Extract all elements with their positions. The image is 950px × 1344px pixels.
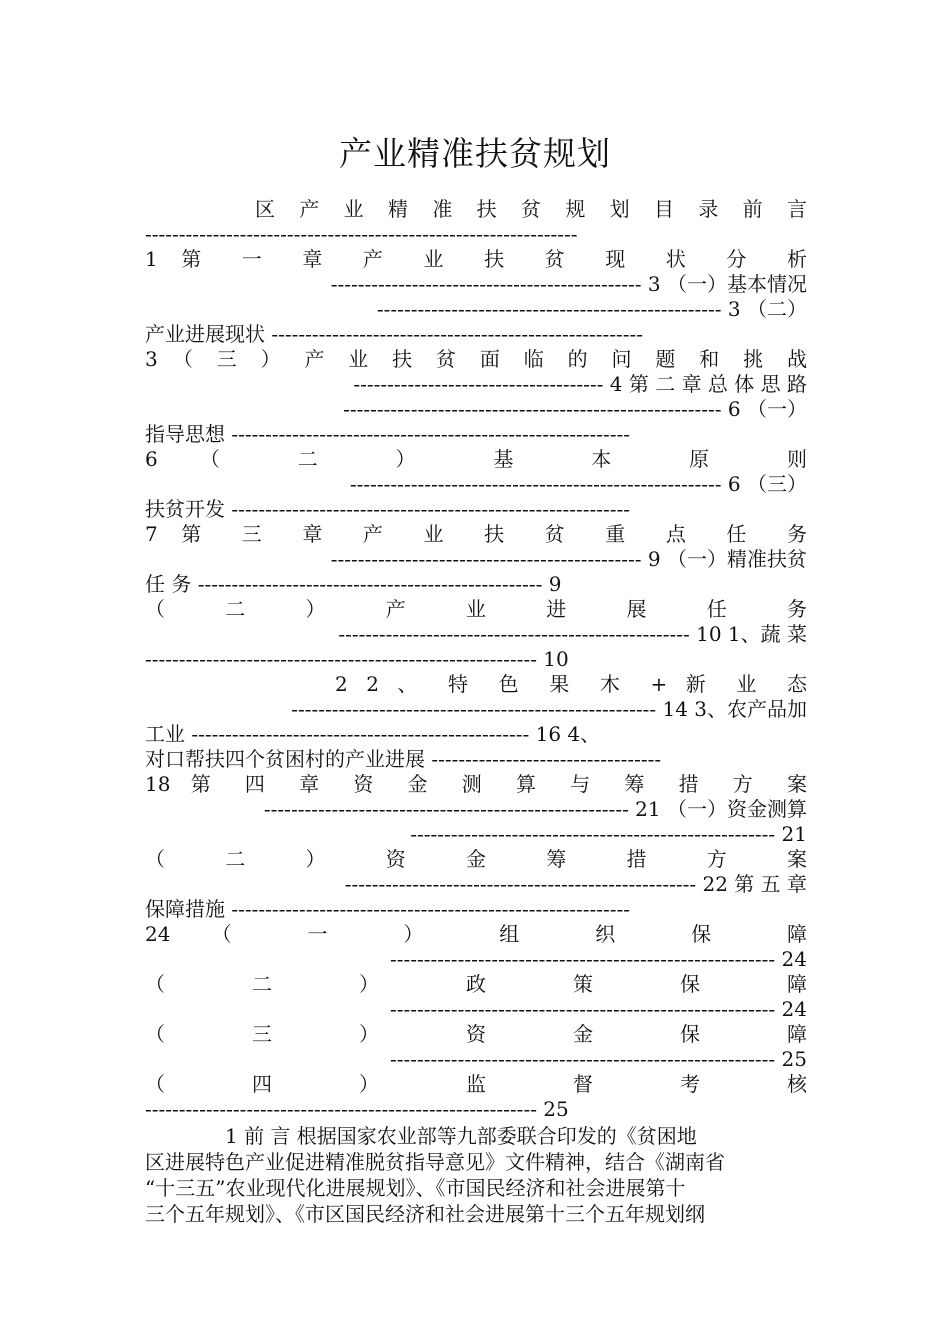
- toc-line: ---------------------------------------------- 9 （一）精准扶贫: [330, 547, 807, 571]
- toc-line: -------------------------------------------------------- 6 （一）: [343, 397, 807, 421]
- preface-paragraph: [145, 1123, 807, 1227]
- toc-line: 2 2 、 特 色 果 木 + 新 业 态: [335, 672, 807, 696]
- toc-line: ---------------------------------------------------- 22 第 五 章: [344, 872, 807, 896]
- toc-line: 扶贫开发 -----------------------------------------------------------: [145, 497, 631, 521]
- paragraph-line: 1 前 言 根据国家农业部等九部委联合印发的《贫困地: [225, 1124, 697, 1148]
- toc-line: 6 （ 二 ） 基 本 原 则: [145, 447, 807, 471]
- toc-line: ---------------------------------------------------- 10 1、蔬 菜: [338, 622, 807, 646]
- toc-line: 对口帮扶四个贫困村的产业进展 ----------------------------------: [145, 747, 662, 771]
- paragraph-line: “十三五”农业现代化进展规划》、《市国民经济和社会进展第十: [145, 1176, 686, 1200]
- toc-line: 18 第 四 章 资 金 测 算 与 筹 措 方 案: [145, 772, 807, 796]
- toc-line: ---------------------------------------------------------- 25: [145, 1097, 569, 1121]
- toc-line: --------------------------------------------------------- 24: [389, 997, 807, 1021]
- toc-line: 工业 -------------------------------------------------- 16 4、: [145, 722, 601, 746]
- toc-line: --------------------------------------------------------- 25: [389, 1047, 807, 1071]
- toc-line: ---------------------------------------------------------- 10: [145, 647, 569, 671]
- toc-line: （ 二 ） 产 业 进 展 任 务: [145, 597, 807, 621]
- toc-line: ----------------------------------------------------------------: [145, 222, 578, 246]
- paragraph-line: 区进展特色产业促进精准脱贫指导意见》文件精神，结合《湖南省: [145, 1150, 725, 1174]
- toc-line: ------------------------------------------------------ 14 3、农产品加: [291, 697, 807, 721]
- toc-line: （ 四 ） 监 督 考 核: [145, 1072, 807, 1096]
- toc-line: 保障措施 -----------------------------------------------------------: [145, 897, 631, 921]
- toc-line: （ 二 ） 资 金 筹 措 方 案: [145, 847, 807, 871]
- toc-line: --------------------------------------------------- 3 （二）: [376, 297, 807, 321]
- document-title: 产业精准扶贫规划: [339, 134, 611, 173]
- toc-line: 指导思想 -----------------------------------------------------------: [145, 422, 631, 446]
- toc-line: 1 第 一 章 产 业 扶 贫 现 状 分 析: [145, 247, 807, 271]
- toc-line: ------------------------------------- 4 第 二 章 总 体 思 路: [353, 372, 807, 396]
- toc-line: --------------------------------------------------------- 24: [389, 947, 807, 971]
- toc-line: ------------------------------------------------------- 6 （三）: [349, 472, 807, 496]
- toc-line: 产业进展现状 -------------------------------------------------------: [145, 322, 644, 346]
- toc-line: ------------------------------------------------------ 21: [410, 822, 807, 846]
- toc-line: 任 务 --------------------------------------------------- 9: [145, 572, 562, 596]
- toc-line: 3 （ 三 ） 产 业 扶 贫 面 临 的 问 题 和 挑 战: [145, 347, 807, 371]
- toc-line: ---------------------------------------------- 3 （一）基本情况: [330, 272, 807, 296]
- toc-line: 24 （ 一 ） 组 织 保 障: [145, 922, 807, 946]
- table-of-contents: [145, 197, 807, 1122]
- toc-line: 7 第 三 章 产 业 扶 贫 重 点 任 务: [145, 522, 807, 546]
- paragraph-line: 三个五年规划》、《市区国民经济和社会进展第十三个五年规划纲: [145, 1202, 705, 1226]
- toc-line: （ 三 ） 资 金 保 障: [145, 1022, 807, 1046]
- toc-line: ------------------------------------------------------ 21 （一）资金测算: [263, 797, 807, 821]
- toc-line: （ 二 ） 政 策 保 障: [145, 972, 807, 996]
- toc-line: 区 产 业 精 准 扶 贫 规 划 目 录 前 言: [255, 197, 807, 221]
